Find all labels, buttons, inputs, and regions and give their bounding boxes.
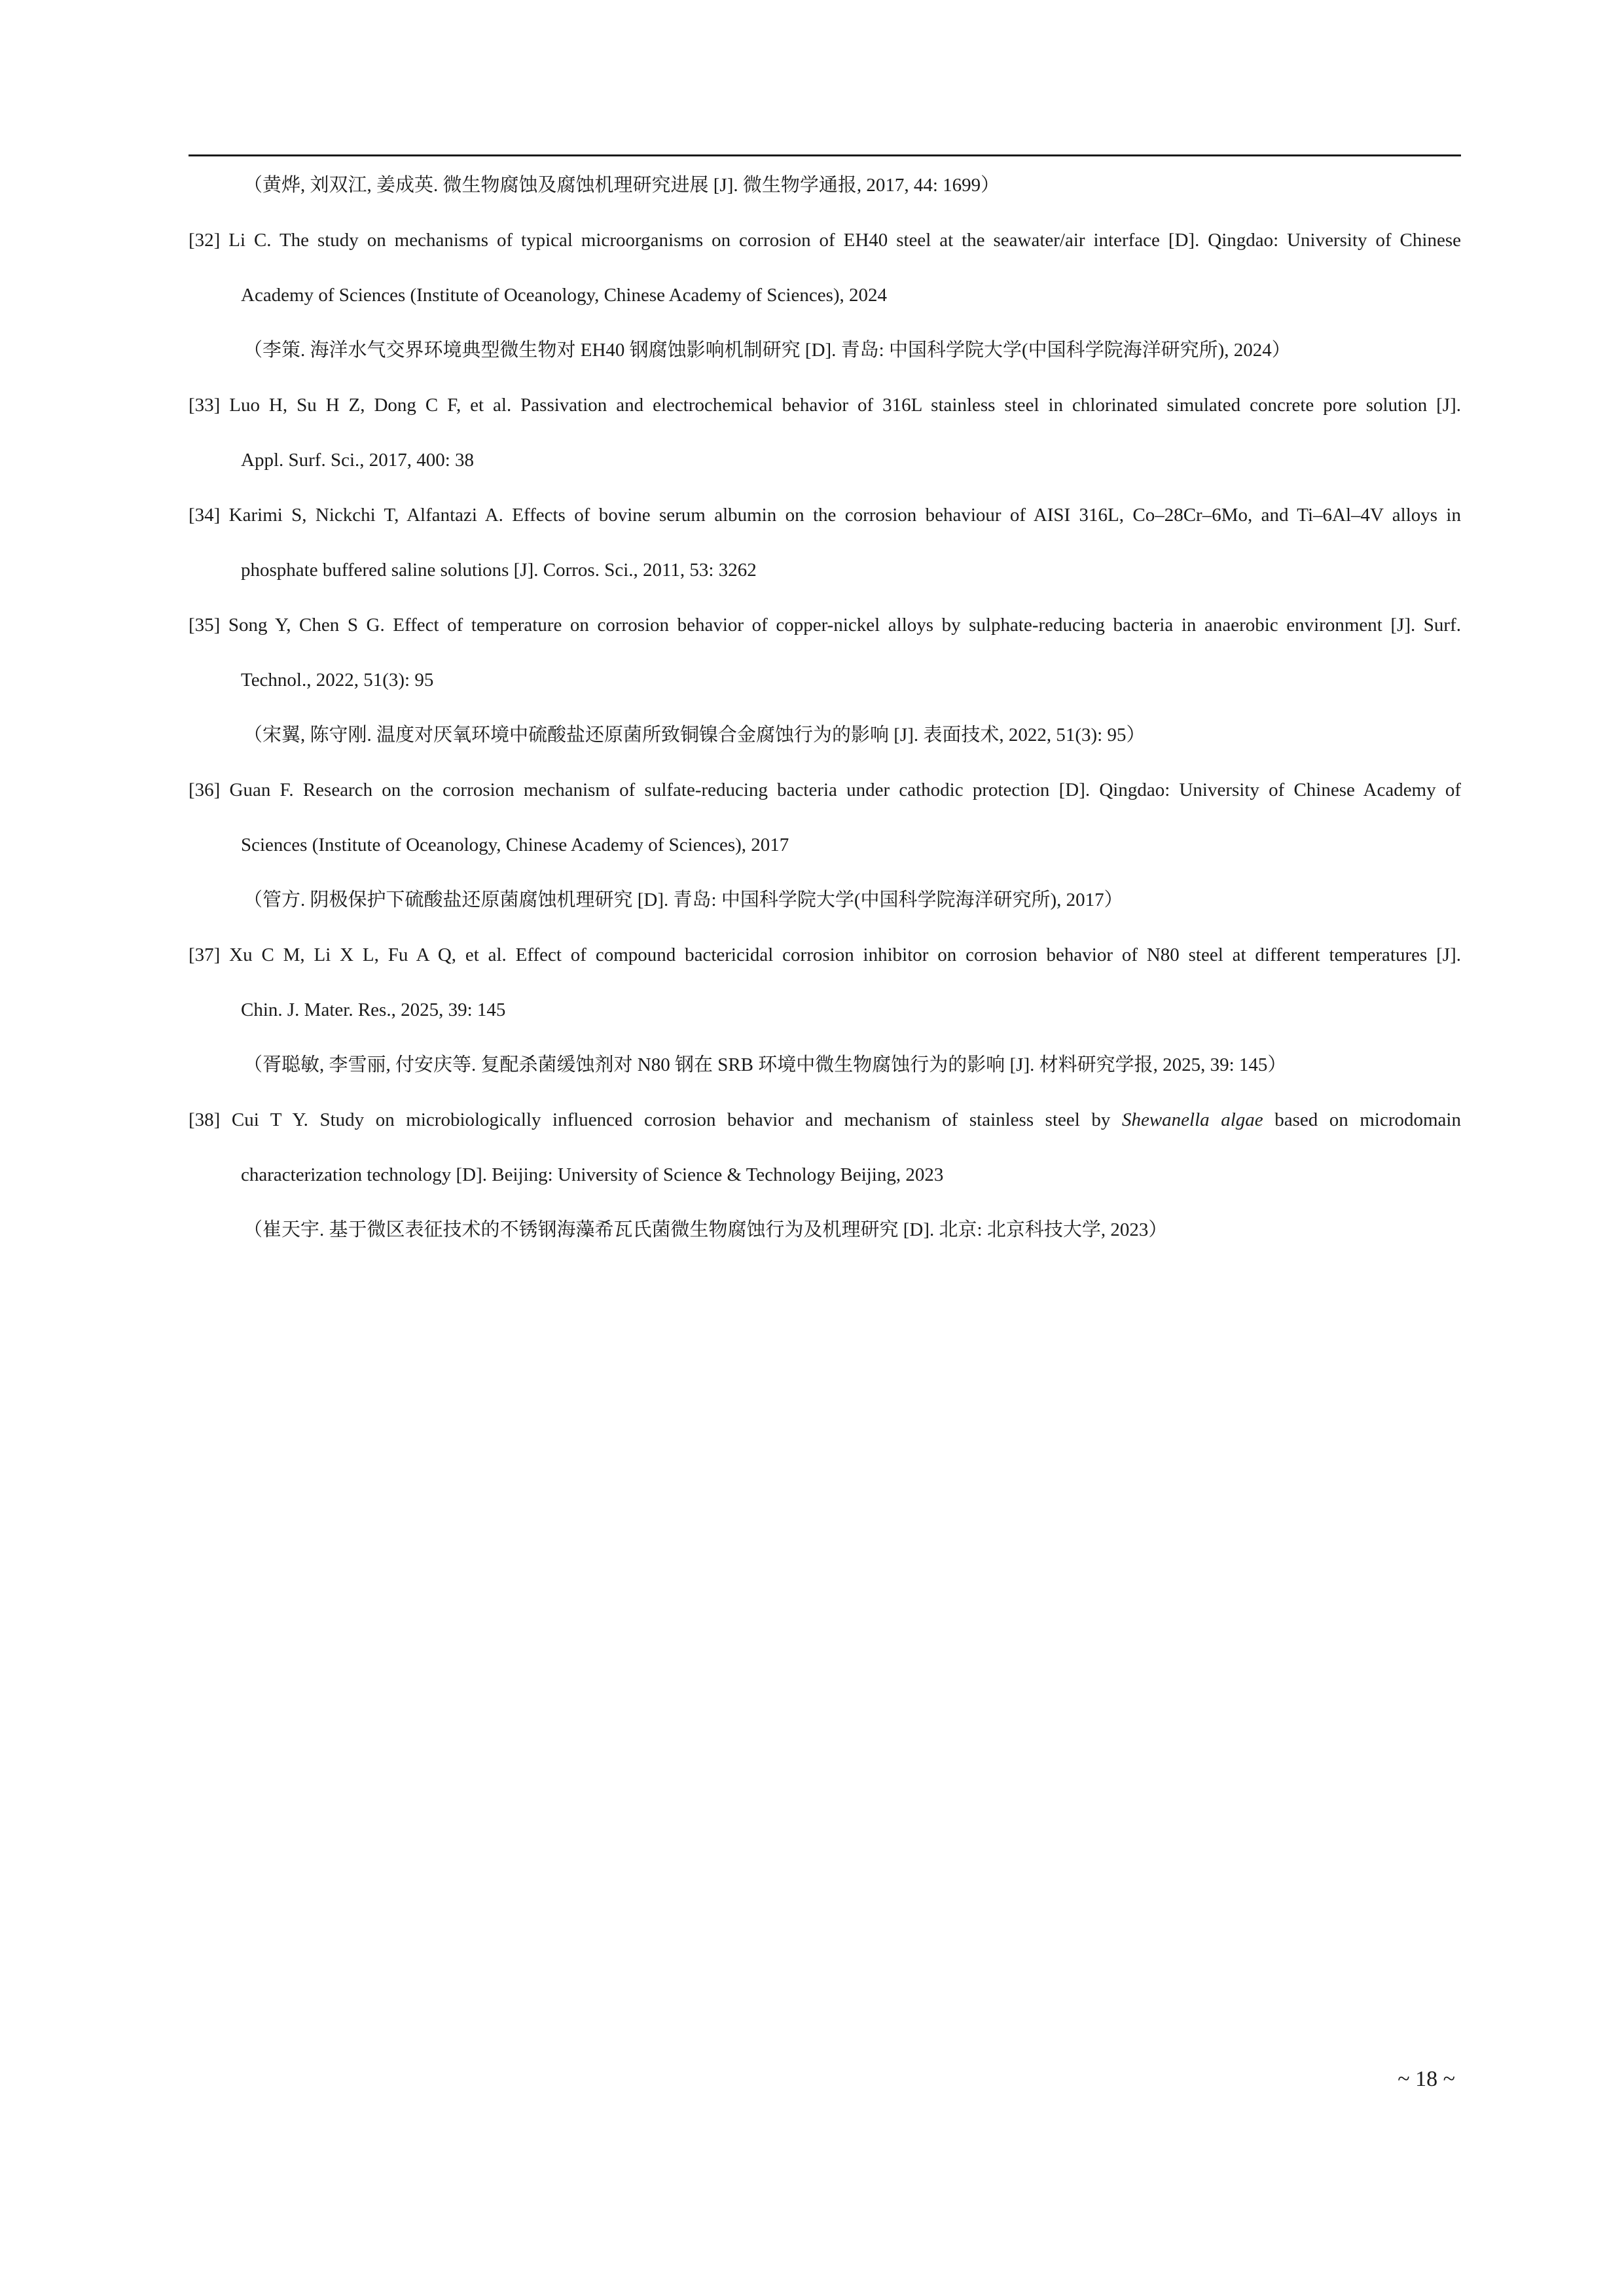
reference-36-chinese: （管方. 阴极保护下硫酸盐还原菌腐蚀机理研究 [D]. 青岛: 中国科学院大学(中国科学院海洋研究所), 2017） (244, 889, 1123, 910)
reference-32: [32] Li C. The study on mechanisms of typical microorganisms on corrosion of EH40 steel at the seawater/air interface [D]. Qingdao: University of Chinese (189, 230, 1461, 251)
reference-32-chinese: （李策. 海洋水气交界环境典型微生物对 EH40 钢腐蚀影响机制研究 [D]. 青岛: 中国科学院大学(中国科学院海洋研究所), 2024） (244, 340, 1291, 361)
reference-38-chinese: （崔天宇. 基于微区表征技术的不锈钢海藻希瓦氏菌微生物腐蚀行为及机理研究 [D]. 北京: 北京科技大学, 2023） (244, 1219, 1168, 1240)
reference-37: [37] Xu C M, Li X L, Fu A Q, et al. Effect of compound bactericidal corrosion inhibitor on corrosion behavior of N80 steel at different temperatures [J]. (189, 944, 1461, 965)
reference-31-chinese: （黄烨, 刘双江, 姜成英. 微生物腐蚀及腐蚀机理研究进展 [J]. 微生物学通报, 2017, 44: 1699） (244, 175, 1000, 196)
reference-38-species: Shewanella algae (1121, 1109, 1263, 1130)
reference-38-text-end: based on microdomain (1274, 1109, 1461, 1130)
reference-35-continued: Technol., 2022, 51(3): 95 (241, 670, 434, 691)
reference-35-chinese: （宋翼, 陈守刚. 温度对厌氧环境中硫酸盐还原菌所致铜镍合金腐蚀行为的影响 [J]. 表面技术, 2022, 51(3): 95） (244, 725, 1146, 745)
reference-34-continued: phosphate buffered saline solutions [J]. Corros. Sci., 2011, 53: 3262 (241, 560, 757, 581)
page-number: ~ 18 ~ (1398, 2067, 1455, 2091)
reference-33-continued: Appl. Surf. Sci., 2017, 400: 38 (241, 450, 475, 471)
reference-37-chinese: （胥聪敏, 李雪丽, 付安庆等. 复配杀菌缓蚀剂对 N80 钢在 SRB 环境中微生物腐蚀行为的影响 [J]. 材料研究学报, 2025, 39: 145） (244, 1054, 1287, 1075)
reference-33: [33] Luo H, Su H Z, Dong C F, et al. Passivation and electrochemical behavior of 316L stainless steel in chlorinated simulated concrete pore solution [J]. (189, 395, 1461, 416)
header-rule (189, 154, 1461, 156)
reference-38-text: [38] Cui T Y. Study on microbiologically influenced corrosion behavior and mechanism of stainless steel by (189, 1109, 1111, 1130)
reference-36-continued: Sciences (Institute of Oceanology, Chinese Academy of Sciences), 2017 (241, 834, 789, 855)
reference-list (189, 169, 1461, 1268)
reference-36: [36] Guan F. Research on the corrosion mechanism of sulfate-reducing bacteria under cathodic protection [D]. Qingdao: University of Chinese Academy of (189, 780, 1461, 800)
reference-35: [35] Song Y, Chen S G. Effect of temperature on corrosion behavior of copper-nickel alloys by sulphate-reducing bacteria in anaerobic environment [J]. Surf. (189, 615, 1461, 636)
reference-34: [34] Karimi S, Nickchi T, Alfantazi A. Effects of bovine serum albumin on the corrosion behaviour of AISI 316L, Co–28Cr–6Mo, and Ti–6Al–4V alloys in (189, 505, 1461, 526)
reference-38 (189, 1103, 1461, 1158)
reference-37-continued: Chin. J. Mater. Res., 2025, 39: 145 (241, 999, 506, 1020)
reference-32-continued: Academy of Sciences (Institute of Oceanology, Chinese Academy of Sciences), 2024 (241, 285, 888, 306)
reference-38-continued: characterization technology [D]. Beijing: University of Science & Technology Beijing, 2023 (241, 1164, 944, 1185)
